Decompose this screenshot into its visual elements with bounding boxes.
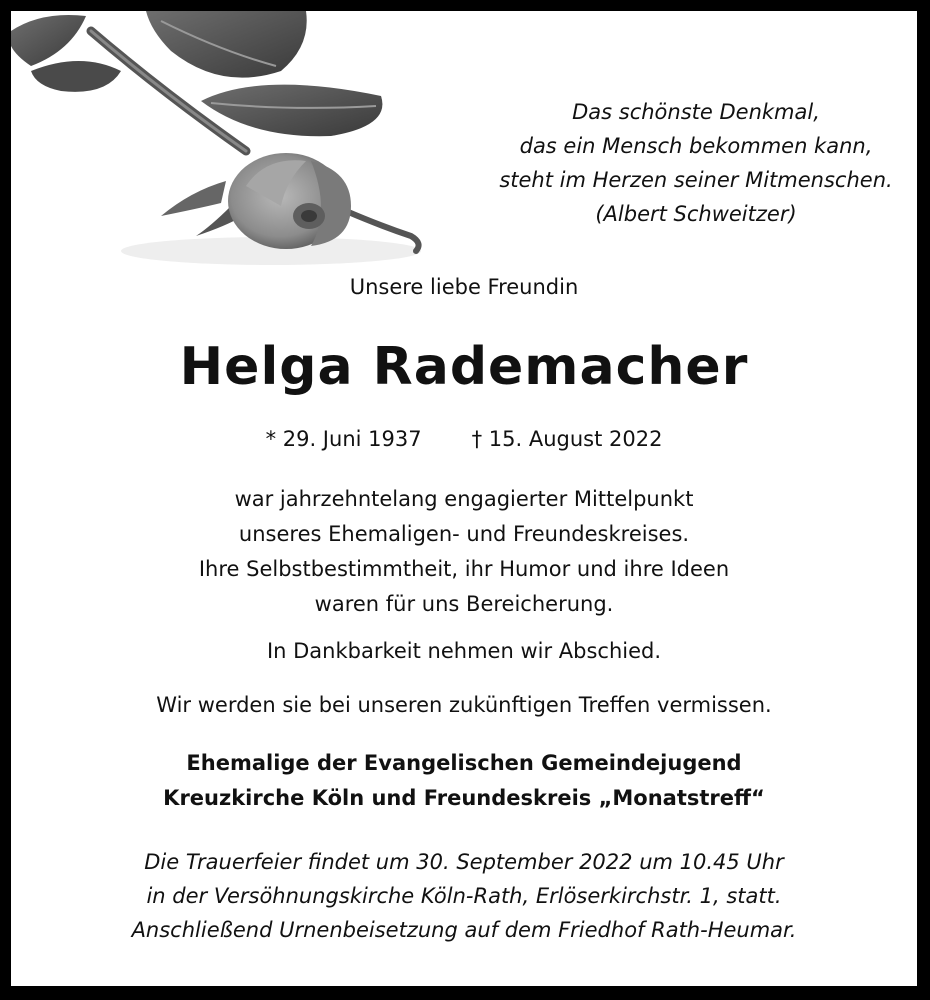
life-dates bbox=[11, 427, 917, 451]
funeral-line: Die Trauerfeier findet um 30. September 2022 um 10.45 Uhr bbox=[144, 850, 784, 874]
tribute-line: war jahrzehntelang engagierter Mittelpunkt bbox=[234, 487, 694, 511]
quote-line: das ein Mensch bekommen kann, bbox=[519, 134, 873, 158]
farewell-text: In Dankbarkeit nehmen wir Abschied. bbox=[266, 639, 662, 663]
signature-line: Kreuzkirche Köln und Freundeskreis „Monatstreff“ bbox=[163, 786, 765, 810]
quote-author: (Albert Schweitzer) bbox=[595, 202, 797, 226]
signature-line: Ehemalige der Evangelischen Gemeindejugend bbox=[186, 751, 742, 775]
tribute-line: unseres Ehemaligen- und Freundeskreises. bbox=[238, 522, 690, 546]
quote-line: steht im Herzen seiner Mitmenschen. bbox=[499, 168, 893, 192]
tribute-text bbox=[11, 482, 917, 622]
funeral-line: Anschließend Urnenbeisetzung auf dem Friedhof Rath-Heumar. bbox=[131, 918, 797, 942]
miss-text: Wir werden sie bei unseren zukünftigen Treffen vermissen. bbox=[156, 693, 772, 717]
quote-line: Das schönste Denkmal, bbox=[572, 100, 820, 124]
funeral-info bbox=[11, 845, 917, 947]
tribute-line: Ihre Selbstbestimmtheit, ihr Humor und ihre Ideen bbox=[198, 557, 730, 581]
rose-image bbox=[11, 11, 441, 281]
intro-text: Unsere liebe Freundin bbox=[349, 275, 579, 299]
funeral-line: in der Versöhnungskirche Köln-Rath, Erlöserkirchstr. 1, statt. bbox=[146, 884, 782, 908]
deceased-name: Helga Rademacher bbox=[179, 337, 749, 397]
birth-date: * 29. Juni 1937 bbox=[265, 427, 422, 451]
signature bbox=[11, 746, 917, 816]
tribute-line: waren für uns Bereicherung. bbox=[314, 592, 614, 616]
obituary-notice bbox=[11, 11, 917, 986]
quote-block bbox=[496, 95, 896, 231]
death-date: † 15. August 2022 bbox=[471, 427, 663, 451]
